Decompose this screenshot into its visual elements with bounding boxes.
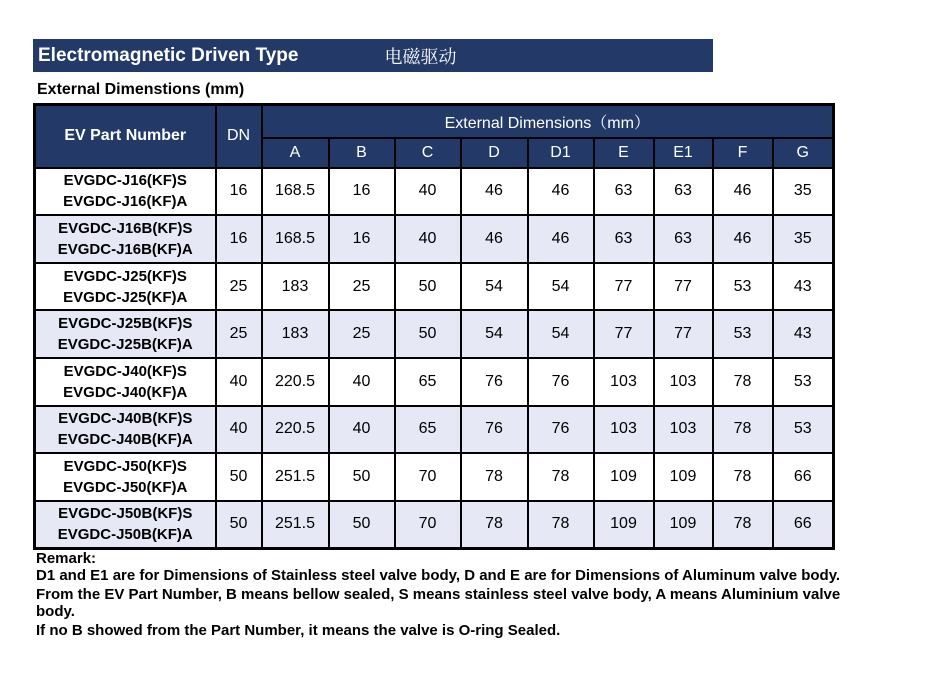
dim-cell-b: 50 <box>329 453 395 501</box>
remark-line: D1 and E1 are for Dimensions of Stainless steel valve body, D and E are for Dimensions of Aluminum valve body. <box>36 567 841 584</box>
table-row <box>35 501 834 549</box>
dim-cell-f: 78 <box>713 358 773 406</box>
dim-cell-e: 77 <box>594 310 654 358</box>
header-dim-g: G <box>773 138 834 168</box>
part-number-s: EVGDC-J40(KF)S <box>63 362 187 380</box>
table-row <box>35 453 834 501</box>
dim-cell-d: 76 <box>461 358 528 406</box>
dim-cell-f: 53 <box>713 310 773 358</box>
dim-cell-e: 103 <box>594 358 654 406</box>
part-number-cell <box>35 263 216 311</box>
table-row <box>35 215 834 263</box>
remarks <box>36 550 846 639</box>
dim-cell-d: 46 <box>461 215 528 263</box>
dim-cell-b: 16 <box>329 215 395 263</box>
dim-cell-c: 70 <box>395 501 461 549</box>
dim-cell-f: 78 <box>713 406 773 454</box>
header-dim-c: C <box>395 138 461 168</box>
part-number-a: EVGDC-J16(KF)A <box>63 193 188 211</box>
dim-cell-d1: 76 <box>528 358 594 406</box>
part-number-a: EVGDC-J25(KF)A <box>63 288 188 306</box>
dim-cell-e1: 103 <box>654 358 713 406</box>
dim-cell-d: 54 <box>461 310 528 358</box>
dim-cell-g: 66 <box>773 501 834 549</box>
dim-cell-e: 109 <box>594 453 654 501</box>
dim-cell-b: 16 <box>329 168 395 216</box>
dim-cell-f: 78 <box>713 453 773 501</box>
dim-cell-e: 103 <box>594 406 654 454</box>
part-number-cell <box>35 406 216 454</box>
dn-cell: 25 <box>216 263 262 311</box>
part-number-cell <box>35 453 216 501</box>
dim-cell-e1: 109 <box>654 501 713 549</box>
dim-cell-d1: 78 <box>528 453 594 501</box>
header-external-dimensions: External Dimensions（mm） <box>262 105 834 138</box>
table-row <box>35 168 834 216</box>
part-number-s: EVGDC-J50(KF)S <box>63 458 187 476</box>
header-part-number: EV Part Number <box>35 105 216 168</box>
part-number-s: EVGDC-J40B(KF)S <box>58 410 193 428</box>
dim-cell-f: 46 <box>713 215 773 263</box>
dim-cell-d: 54 <box>461 263 528 311</box>
dim-cell-e: 63 <box>594 168 654 216</box>
dim-cell-e: 77 <box>594 263 654 311</box>
dim-cell-a: 220.5 <box>262 358 329 406</box>
header-dim-e: E <box>594 138 654 168</box>
table-subtitle: External Dimenstions (mm) <box>37 81 245 98</box>
dim-cell-d1: 54 <box>528 263 594 311</box>
dim-cell-e1: 63 <box>654 168 713 216</box>
header-dn: DN <box>216 105 262 168</box>
dim-cell-e1: 77 <box>654 310 713 358</box>
dim-cell-e: 109 <box>594 501 654 549</box>
part-number-a: EVGDC-J25B(KF)A <box>57 336 193 354</box>
dim-cell-c: 40 <box>395 168 461 216</box>
header-dim-f: F <box>713 138 773 168</box>
dim-cell-g: 53 <box>773 406 834 454</box>
header-dim-d: D <box>461 138 528 168</box>
dim-cell-g: 35 <box>773 215 834 263</box>
dim-cell-e1: 63 <box>654 215 713 263</box>
dim-cell-d1: 54 <box>528 310 594 358</box>
dim-cell-c: 50 <box>395 263 461 311</box>
title-english: Electromagnetic Driven Type <box>38 44 299 66</box>
dimensions-table <box>33 103 835 550</box>
part-number-s: EVGDC-J25(KF)S <box>63 267 187 285</box>
header-dim-e1: E1 <box>654 138 713 168</box>
dim-cell-d: 76 <box>461 406 528 454</box>
dim-cell-d: 78 <box>461 501 528 549</box>
title-chinese: 电磁驱动 <box>384 46 457 68</box>
dim-cell-g: 35 <box>773 168 834 216</box>
part-number-cell <box>35 501 216 549</box>
part-number-a: EVGDC-J16B(KF)A <box>57 240 193 258</box>
remark-line: From the EV Part Number, B means bellow sealed, S means stainless steel valve body, A means Aluminium valve body. <box>36 586 841 620</box>
dn-cell: 40 <box>216 358 262 406</box>
dim-cell-d: 46 <box>461 168 528 216</box>
dim-cell-a: 168.5 <box>262 168 329 216</box>
dim-cell-b: 40 <box>329 406 395 454</box>
table-row <box>35 263 834 311</box>
part-number-cell <box>35 215 216 263</box>
part-number-s: EVGDC-J16(KF)S <box>63 172 187 190</box>
header-dim-a: A <box>262 138 329 168</box>
part-number-cell <box>35 168 216 216</box>
dn-cell: 25 <box>216 310 262 358</box>
dim-cell-f: 78 <box>713 501 773 549</box>
dn-cell: 16 <box>216 215 262 263</box>
dim-cell-c: 65 <box>395 358 461 406</box>
remarks-heading: Remark: <box>36 550 97 567</box>
dim-cell-d1: 76 <box>528 406 594 454</box>
dim-cell-e1: 109 <box>654 453 713 501</box>
part-number-a: EVGDC-J50B(KF)A <box>57 526 193 544</box>
header-dim-b: B <box>329 138 395 168</box>
dim-cell-d: 78 <box>461 453 528 501</box>
part-number-s: EVGDC-J16B(KF)S <box>58 219 193 237</box>
part-number-a: EVGDC-J40(KF)A <box>63 383 188 401</box>
title-bar <box>33 39 713 72</box>
dim-cell-f: 53 <box>713 263 773 311</box>
dn-cell: 40 <box>216 406 262 454</box>
dim-cell-c: 50 <box>395 310 461 358</box>
dim-cell-e1: 77 <box>654 263 713 311</box>
dim-cell-a: 251.5 <box>262 453 329 501</box>
dim-cell-b: 50 <box>329 501 395 549</box>
dim-cell-g: 66 <box>773 453 834 501</box>
table-row <box>35 406 834 454</box>
dim-cell-f: 46 <box>713 168 773 216</box>
table-row <box>35 310 834 358</box>
part-number-s: EVGDC-J25B(KF)S <box>58 315 193 333</box>
dn-cell: 50 <box>216 453 262 501</box>
part-number-cell <box>35 310 216 358</box>
dn-cell: 16 <box>216 168 262 216</box>
dim-cell-d1: 46 <box>528 168 594 216</box>
dim-cell-g: 43 <box>773 310 834 358</box>
dim-cell-e1: 103 <box>654 406 713 454</box>
dim-cell-a: 251.5 <box>262 501 329 549</box>
dim-cell-a: 183 <box>262 310 329 358</box>
dim-cell-b: 25 <box>329 310 395 358</box>
part-number-a: EVGDC-J50(KF)A <box>63 479 188 497</box>
dim-cell-b: 25 <box>329 263 395 311</box>
dim-cell-c: 65 <box>395 406 461 454</box>
dim-cell-g: 53 <box>773 358 834 406</box>
part-number-s: EVGDC-J50B(KF)S <box>58 505 193 523</box>
dim-cell-d1: 78 <box>528 501 594 549</box>
dim-cell-a: 183 <box>262 263 329 311</box>
dim-cell-b: 40 <box>329 358 395 406</box>
dim-cell-d1: 46 <box>528 215 594 263</box>
header-dim-d1: D1 <box>528 138 594 168</box>
dim-cell-g: 43 <box>773 263 834 311</box>
remark-line: If no B showed from the Part Number, it means the valve is O-ring Sealed. <box>36 622 561 639</box>
dim-cell-a: 168.5 <box>262 215 329 263</box>
part-number-cell <box>35 358 216 406</box>
part-number-a: EVGDC-J40B(KF)A <box>57 431 193 449</box>
dim-cell-c: 70 <box>395 453 461 501</box>
table-row <box>35 358 834 406</box>
dim-cell-c: 40 <box>395 215 461 263</box>
dim-cell-e: 63 <box>594 215 654 263</box>
dn-cell: 50 <box>216 501 262 549</box>
dim-cell-a: 220.5 <box>262 406 329 454</box>
